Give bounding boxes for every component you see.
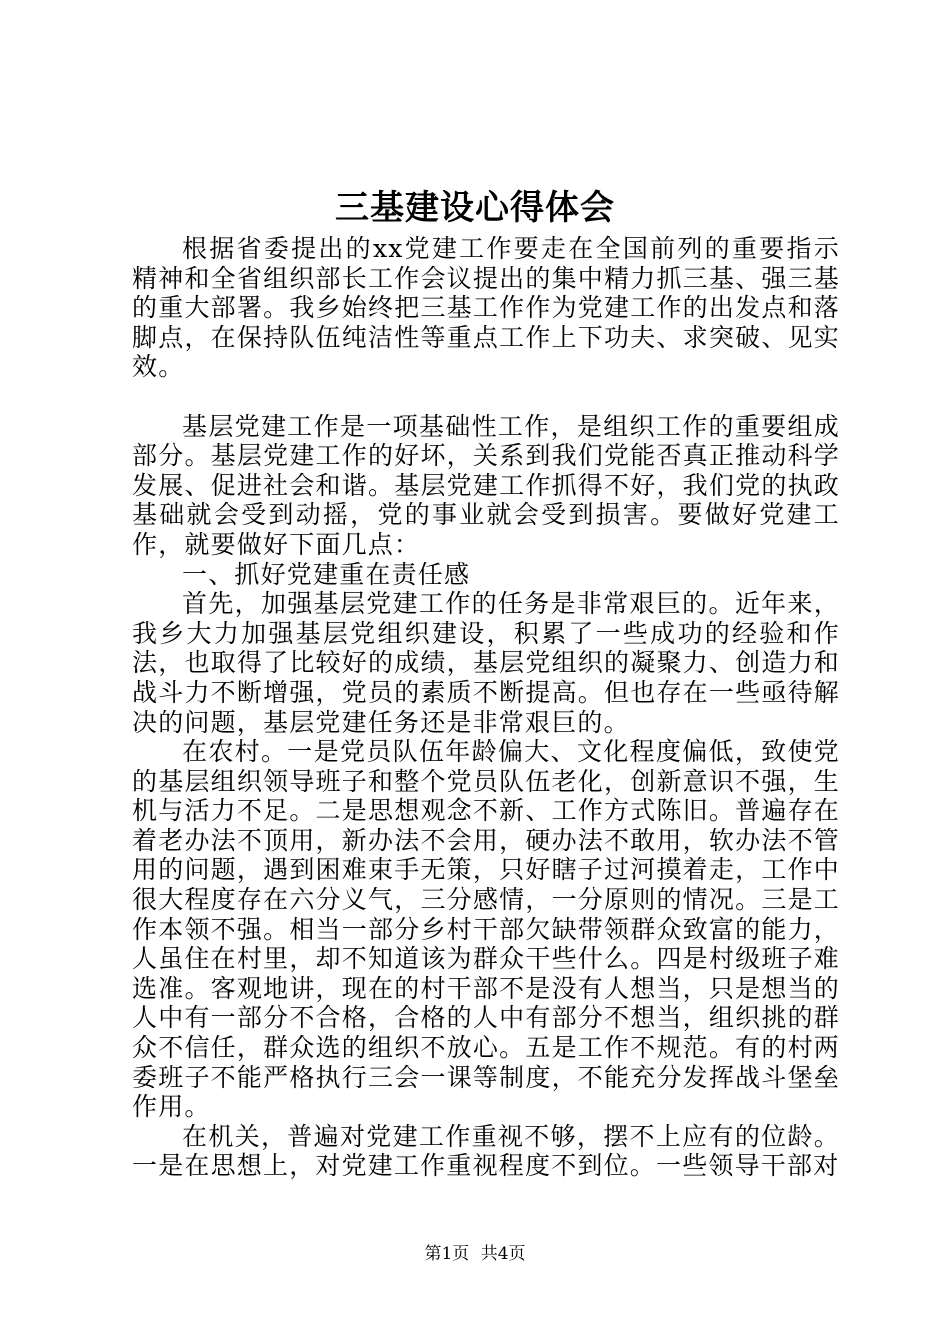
- paragraph: 在机关，普遍对党建工作重视不够，摆不上应有的位龄。一是在思想上，对党建工作重视程度不到位。一些领导干部对: [132, 1121, 840, 1181]
- paragraph: 首先，加强基层党建工作的任务是非常艰巨的。近年来，我乡大力加强基层党组织建设，积累了一些成功的经验和作法，也取得了比较好的成绩，基层党组织的凝聚力、创造力和战斗力不断增强，党员的素质不断提高。但也存在一些亟待解决的问题，基层党建任务还是非常艰巨的。: [132, 589, 840, 737]
- document-body: [132, 234, 840, 1181]
- paragraph: 基层党建工作是一项基础性工作，是组织工作的重要组成部分。基层党建工作的好坏，关系到我们党能否真正推动科学发展、促进社会和谐。基层党建工作抓得不好，我们党的执政基础就会受到动摇，党的事业就会受到损害。要做好党建工作，就要做好下面几点：: [132, 411, 840, 559]
- paragraph: 在农村。一是党员队伍年龄偏大、文化程度偏低，致使党的基层组织领导班子和整个党员队伍老化，创新意识不强，生机与活力不足。二是思想观念不新、工作方式陈旧。普遍存在着老办法不顶用，新办法不会用，硬办法不敢用，软办法不管用的问题，遇到困难束手无策，只好瞎子过河摸着走，工作中很大程度存在六分义气，三分感情，一分原则的情况。三是工作本领不强。相当一部分乡村干部欠缺带领群众致富的能力，人虽住在村里，却不知道该为群众干些什么。四是村级班子难选准。客观地讲，现在的村干部不是没有人想当，只是想当的人中有一部分不合格，合格的人中有部分不想当，组织挑的群众不信任，群众选的组织不放心。五是工作不规范。有的村两委班子不能严格执行三会一课等制度，不能充分发挥战斗堡垒作用。: [132, 737, 840, 1122]
- page-number-footer: 第1页 共4页: [424, 1244, 526, 1264]
- paragraph: 根据省委提出的xx党建工作要走在全国前列的重要指示精神和全省组织部长工作会议提出的集中精力抓三基、强三基的重大部署。我乡始终把三基工作作为党建工作的出发点和落脚点，在保持队伍纯洁性等重点工作上下功夫、求突破、见实效。: [132, 234, 840, 382]
- section-heading: 一、抓好党建重在责任感: [182, 559, 471, 589]
- document-title: 三基建设心得体会: [335, 188, 615, 228]
